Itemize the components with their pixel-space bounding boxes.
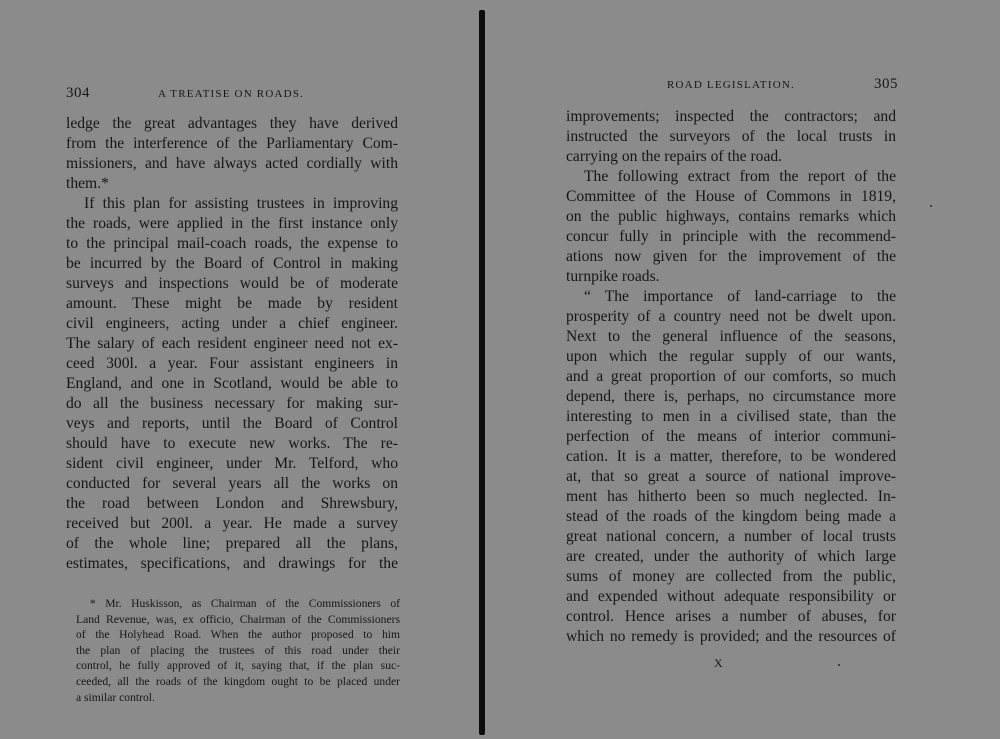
text-line: them.* [66, 175, 109, 192]
text-line: estimates, specifications, and drawings for the [66, 555, 398, 572]
paper-speck [930, 205, 932, 207]
text-line: interesting to men in a civilised state, than the [566, 408, 896, 425]
text-line: ment has hitherto been so much neglected. In- [566, 488, 896, 505]
text-line: prosperity of a country need not be dwelt upon. [566, 308, 896, 325]
text-line: stead of the roads of the kingdom being made a [566, 508, 896, 525]
right-body-text [566, 107, 896, 647]
text-line: be incurred by the Board of Control in making [66, 255, 398, 272]
text-line: carrying on the repairs of the road. [566, 148, 783, 165]
book-gutter [479, 10, 485, 735]
text-line: the road between London and Shrewsbury, [66, 495, 398, 512]
text-line: and a great proportion of our comforts, so much [566, 368, 896, 385]
text-line: and expended without adequate responsibility or [566, 588, 896, 605]
text-line: conducted for several years all the works on [66, 475, 398, 492]
text-line: depend, there is, perhaps, no circumstance more [566, 388, 896, 405]
text-line: do all the business necessary for making sur- [66, 395, 398, 412]
text-line: “ The importance of land-carriage to the [584, 288, 896, 305]
text-line: veys and reports, until the Board of Control [66, 415, 398, 432]
text-line: improvements; inspected the contractors; and [566, 108, 896, 125]
text-line: of the whole line; prepared all the plans, [66, 535, 398, 552]
text-line: which no remedy is provided; and the resources of [566, 628, 896, 645]
text-line: surveys and inspections would be of moderate [66, 275, 398, 292]
footnote-line: the plan of placing the trustees of this road under their [76, 643, 400, 657]
text-line: concur fully in principle with the recommend- [566, 228, 896, 245]
footnote-line: control, he fully approved of it, saying that, if the plan suc- [76, 659, 400, 673]
text-line: from the interference of the Parliamentary Com- [66, 135, 398, 152]
text-line: amount. These might be made by resident [66, 295, 398, 312]
text-line: upon which the regular supply of our wants, [566, 348, 896, 365]
left-footnote [76, 596, 400, 705]
left-page-number: 304 [66, 85, 90, 101]
text-line: sums of money are collected from the public, [566, 568, 896, 585]
text-line: The salary of each resident engineer need not ex- [66, 335, 398, 352]
text-line: should have to execute new works. The re- [66, 435, 398, 452]
text-line: received but 200l. a year. He made a survey [66, 515, 398, 532]
text-line: Next to the general influence of the seasons, [566, 328, 896, 345]
text-line: the roads, were applied in the first instance only [66, 215, 398, 232]
footnote-line: Land Revenue, was, ex officio, Chairman of the Commissioners [76, 612, 400, 626]
right-page-number: 305 [874, 76, 898, 92]
left-running-title: A TREATISE ON ROADS. [158, 88, 305, 100]
footnote-line: * Mr. Huskisson, as Chairman of the Commissioners of [90, 597, 400, 610]
footnote-line: of the Holyhead Road. When the author proposed to him [76, 628, 400, 642]
left-running-head [60, 85, 400, 110]
text-line: on the public highways, contains remarks which [566, 208, 896, 225]
text-line: If this plan for assisting trustees in improving [84, 195, 398, 212]
signature-mark: X [714, 656, 723, 670]
text-line: missioners, and have always acted cordially with [66, 155, 398, 172]
left-body-text [66, 114, 398, 574]
text-line: civil engineers, acting under a chief engineer. [66, 315, 398, 332]
text-line: to the principal mail-coach roads, the expense to [66, 235, 398, 252]
footnote-line: a similar control. [76, 690, 155, 704]
text-line: ledge the great advantages they have derived [66, 115, 398, 132]
text-line: instructed the surveyors of the local trusts in [566, 128, 896, 145]
paper-speck [838, 664, 840, 666]
text-line: at, that so great a source of national improve- [566, 468, 896, 485]
text-line: Committee of the House of Commons in 1819, [566, 188, 896, 205]
text-line: sident civil engineer, under Mr. Telford, who [66, 455, 398, 472]
right-running-title: ROAD LEGISLATION. [667, 79, 795, 91]
footnote-line: ceeded, all the roads of the kingdom ought to be placed under [76, 674, 400, 688]
text-line: cation. It is a matter, therefore, to be wondered [566, 448, 896, 465]
text-line: are created, under the authority of which large [566, 548, 896, 565]
text-line: The following extract from the report of the [584, 168, 896, 185]
text-line: ations now given for the improvement of the [566, 248, 896, 265]
text-line: turnpike roads. [566, 268, 660, 285]
text-line: control. Hence arises a number of abuses, for [566, 608, 896, 625]
text-line: perfection of the means of interior communi- [566, 428, 896, 445]
text-line: England, and one in Scotland, would be able to [66, 375, 398, 392]
text-line: ceed 300l. a year. Four assistant engineers in [66, 355, 398, 372]
text-line: great national concern, a number of local trusts [566, 528, 896, 545]
